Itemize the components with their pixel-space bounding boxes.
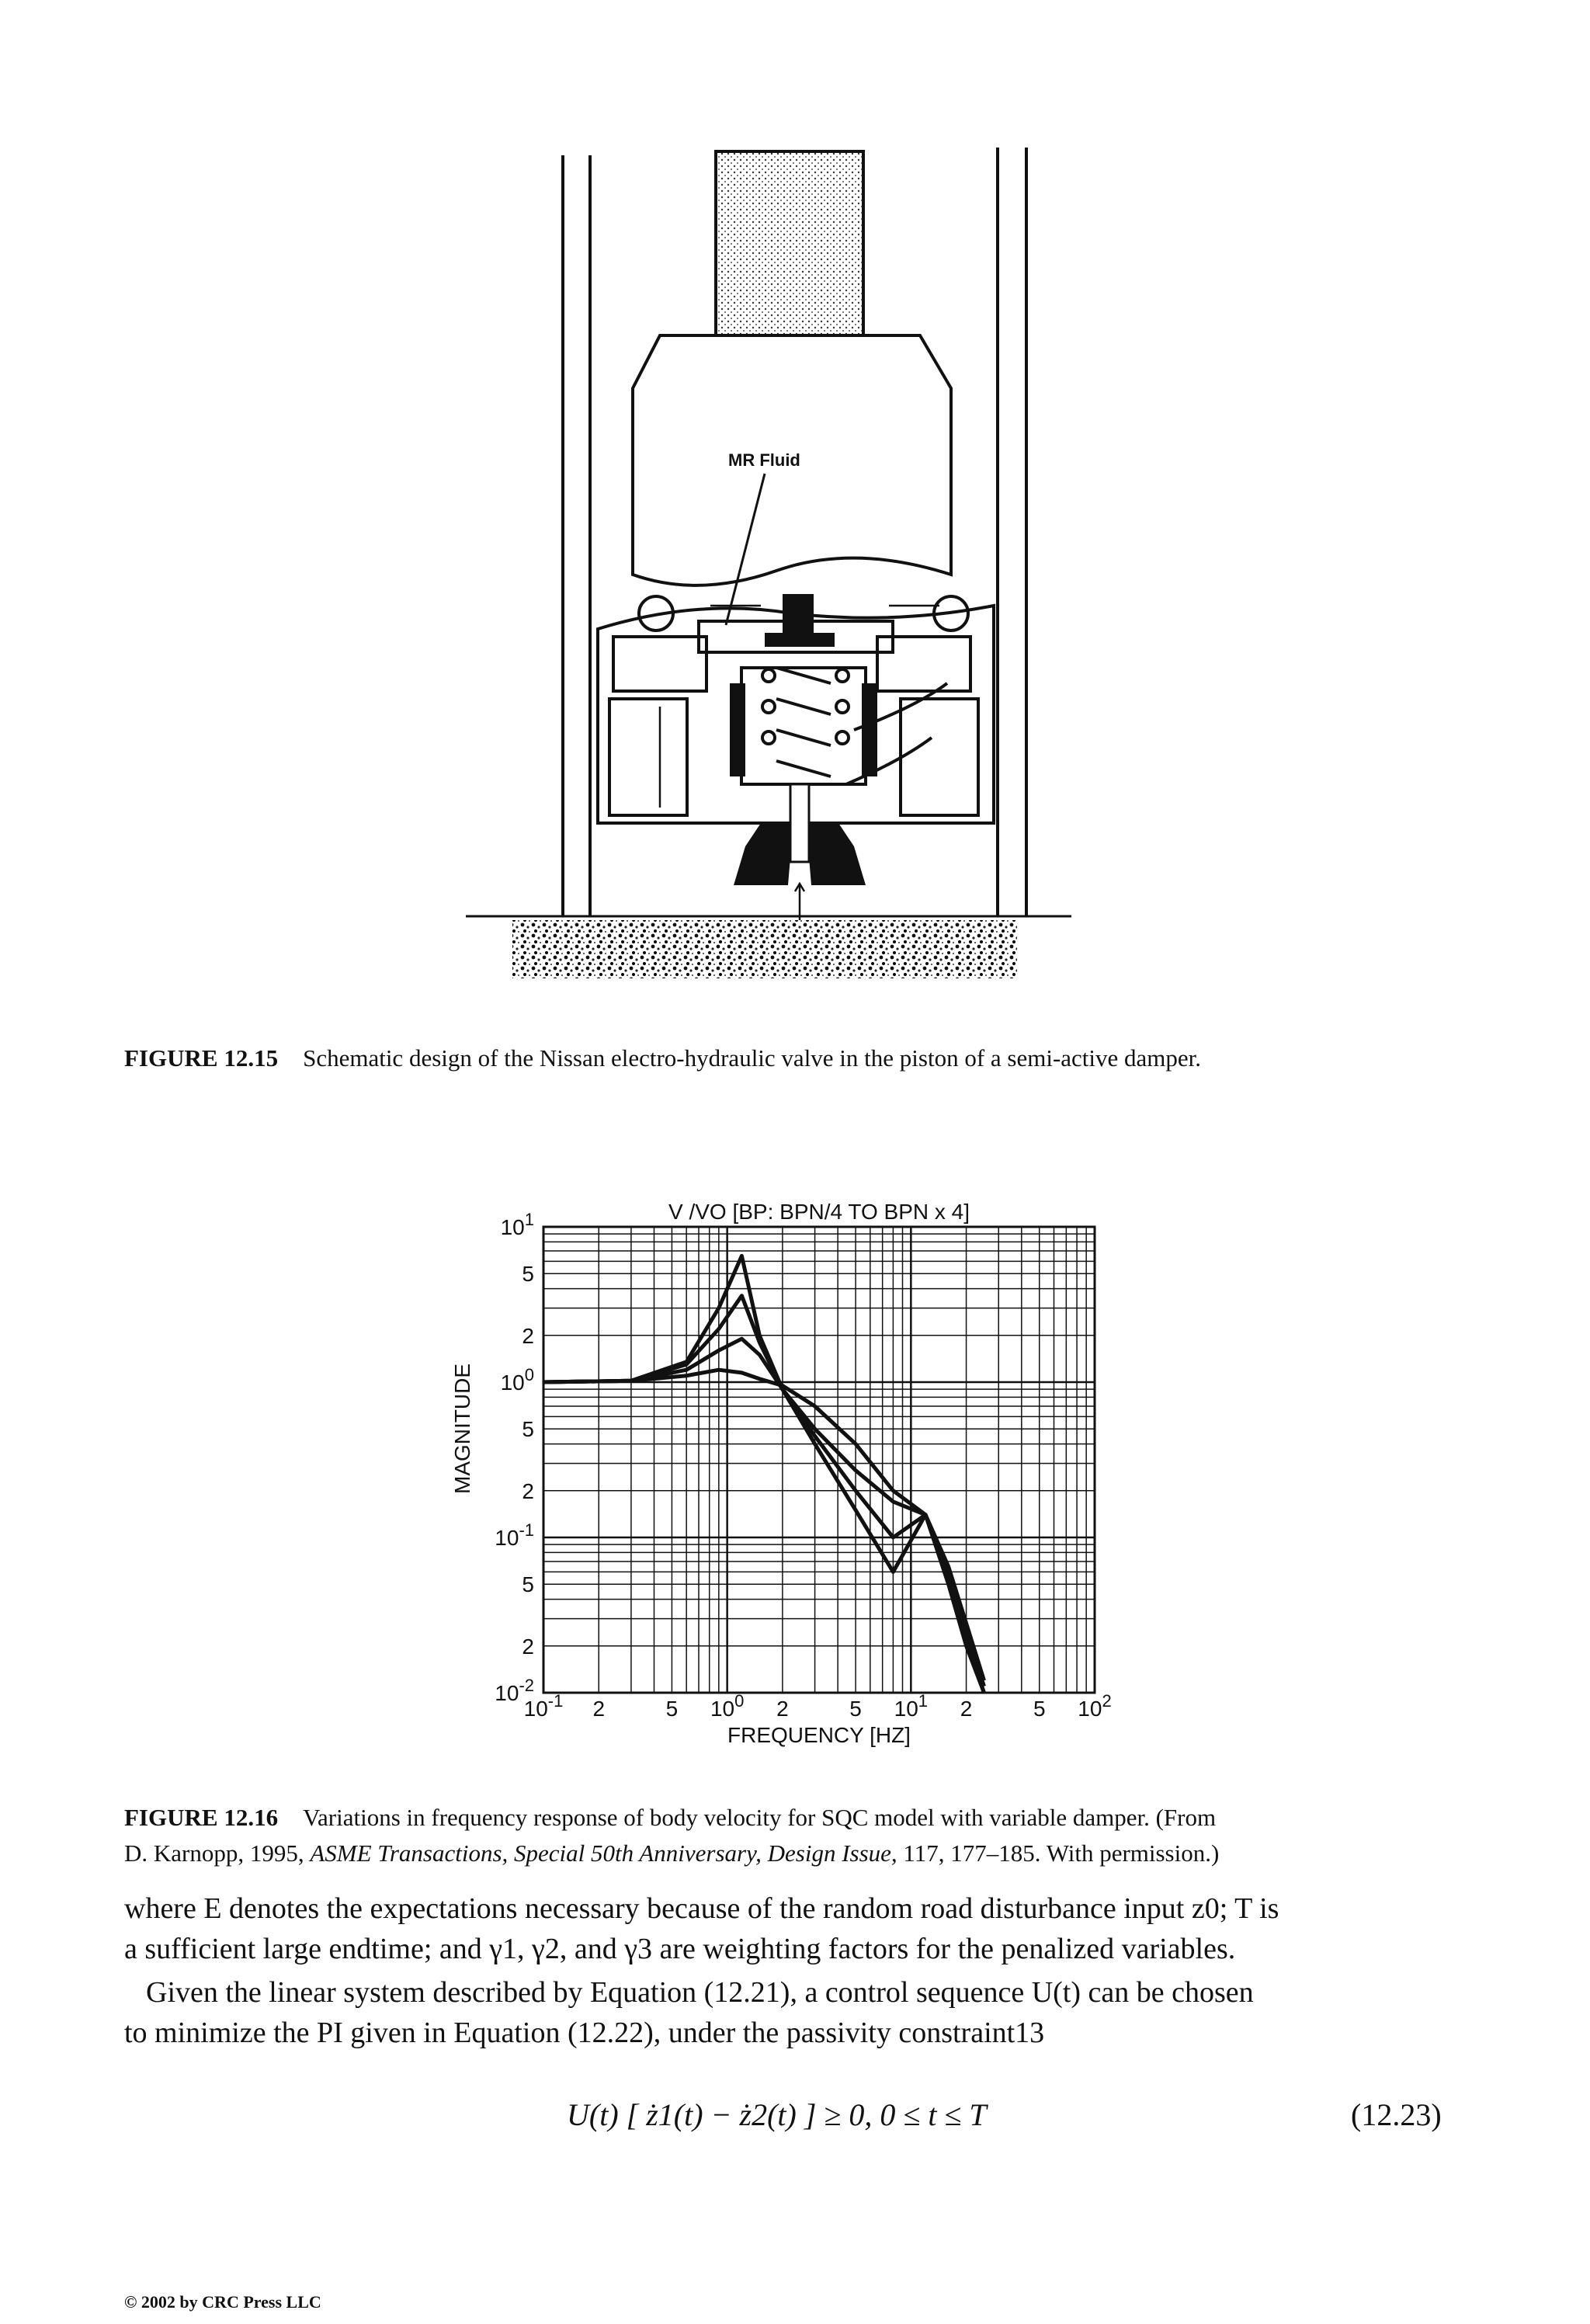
series-line-3 <box>543 1339 984 1687</box>
caption-number: FIGURE 12.15 <box>124 1044 279 1072</box>
x-tick-label: $10^{-1}$ <box>523 1691 564 1721</box>
caption-number: FIGURE 12.16 <box>124 1804 279 1831</box>
y-tick-label: 2 <box>522 1323 534 1348</box>
figure-damper-schematic <box>466 140 1071 1017</box>
y-tick-label: 2 <box>522 1634 534 1659</box>
valve-solids <box>730 594 877 885</box>
x-tick-label: 2 <box>960 1697 973 1721</box>
y-tick-label: 5 <box>522 1572 534 1597</box>
body-line: where E denotes the expectations necessary because of the random road disturbance input z0; T is <box>124 1892 1279 1925</box>
plot-frame <box>543 1227 1095 1693</box>
body-line: Given the linear system described by Equation (12.21), a control sequence U(t) can be chosen <box>146 1976 1254 2009</box>
y-tick-label: 2 <box>522 1478 534 1503</box>
equation-number: (12.23) <box>1351 2097 1442 2132</box>
y-tick-label: $10^1$ <box>500 1210 534 1239</box>
chart-title: V /VO [BP: BPN/4 TO BPN x 4] <box>668 1200 970 1224</box>
body-paragraph-1 <box>124 1888 1491 1969</box>
ground-gravel <box>512 920 1017 978</box>
y-axis-label: MAGNITUDE <box>450 1363 474 1494</box>
caption-journal: ASME Transactions, Special 50th Anniversary, Design Issue, <box>310 1839 897 1867</box>
x-tick-label: 5 <box>665 1697 679 1721</box>
caption-text-2a: D. Karnopp, 1995, <box>124 1839 311 1867</box>
x-tick-label: $10^0$ <box>710 1691 745 1721</box>
y-tick-label: $10^{-2}$ <box>495 1676 534 1705</box>
equation-12-23: U(t) [ ż1(t) − ż2(t) ] ≥ 0, 0 ≤ t ≤ T <box>567 2097 987 2132</box>
y-tick-label: $10^{-1}$ <box>495 1520 534 1550</box>
caption-text-2c: 117, 177–185. With permission.) <box>897 1839 1220 1867</box>
x-axis-label: FREQUENCY [HZ] <box>727 1723 911 1747</box>
body-line: to minimize the PI given in Equation (12.22), under the passivity constraint13 <box>124 2017 1045 2049</box>
frequency-response-chart <box>435 1188 1180 1794</box>
caption-text-1: Variations in frequency response of body velocity for SQC model with variable damper. (From <box>303 1804 1217 1831</box>
figure-caption-12-16 <box>124 1800 1491 1871</box>
mr-fluid-label: MR Fluid <box>728 450 800 470</box>
copyright-footer: © 2002 by CRC Press LLC <box>124 2292 321 2312</box>
series-line-1 <box>543 1256 984 1693</box>
body-line: a sufficient large endtime; and γ1, γ2, and γ3 are weighting factors for the penalized variables. <box>124 1933 1236 1965</box>
caption-text: Schematic design of the Nissan electro-hydraulic valve in the piston of a semi-active damper. <box>303 1044 1202 1072</box>
x-tick-label: $10^2$ <box>1078 1691 1112 1721</box>
mass-block <box>716 151 863 335</box>
x-tick-label: $10^1$ <box>894 1691 929 1721</box>
x-tick-label: 2 <box>592 1697 606 1721</box>
figure-caption-12-15 <box>124 1040 1522 1076</box>
body-paragraph-2 <box>124 1972 1491 2053</box>
x-tick-label: 5 <box>849 1697 862 1721</box>
x-tick-label: 5 <box>1033 1697 1046 1721</box>
y-tick-label: 5 <box>522 1262 534 1287</box>
series-line-2 <box>543 1296 984 1693</box>
y-tick-label: 5 <box>522 1417 534 1442</box>
y-tick-label: $10^0$ <box>500 1365 534 1395</box>
x-tick-label: 2 <box>776 1697 789 1721</box>
